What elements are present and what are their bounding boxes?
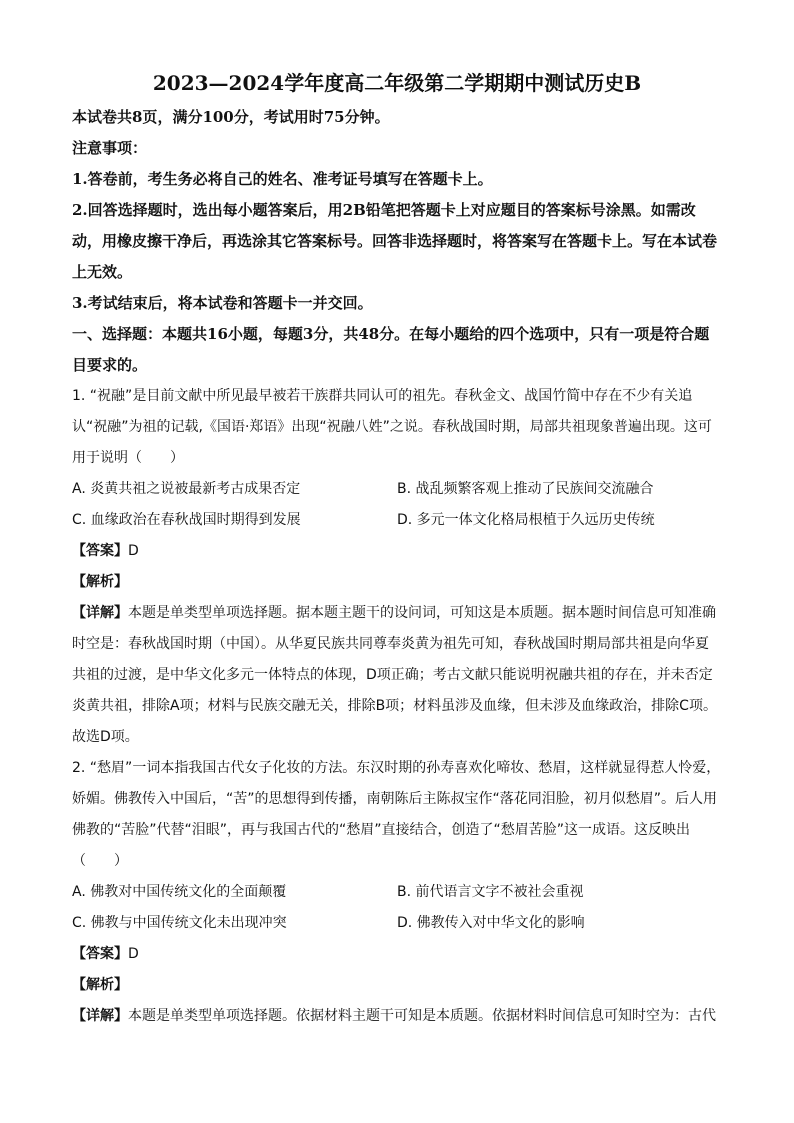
- notice-item: 3.考试结束后，将本试卷和答题卡一并交回。: [72, 294, 373, 312]
- question-2: [72, 753, 722, 1032]
- detail-text: 本题是单类型单项选择题。据本题主题干的设问词，可知这是本质题。据本题时间信息可知准确时空是：春秋战国时期（中国）。从华夏民族共同尊奉炎黄为祖先可知，春秋战国时期局部共祖是向华夏共祖的过渡，是中华文化多元一体特点的体现，D项正确；考古文献只能说明祝融共祖的存在，并未否定炎黄共祖，排除A项；材料与民族交融无关，排除B项；材料虽涉及血缘，但未涉及血缘政治，排除C项。故选D项。: [72, 605, 717, 745]
- answer-value: D: [128, 543, 139, 559]
- answer-value: D: [128, 946, 139, 962]
- answer-line: [72, 939, 722, 970]
- page-title: 2023—2024学年度高二年级第二学期期中测试历史B: [152, 71, 642, 95]
- analysis-label: 【解析】: [72, 574, 128, 590]
- detail-label: 【详解】: [72, 1008, 128, 1024]
- notice-item: 1.答卷前，考生务必将自己的姓名、准考证号填写在答题卡上。: [72, 170, 493, 188]
- answer-label: 【答案】: [72, 946, 128, 962]
- notice-heading: 注意事项：: [72, 139, 148, 157]
- option-grid: [72, 877, 722, 939]
- detail-paragraph: [72, 598, 722, 753]
- option-c: C. 血缘政治在春秋战国时期得到发展: [72, 512, 301, 528]
- option-c: C. 佛教与中国传统文化未出现冲突: [72, 915, 287, 931]
- intro-text: 本试卷共8页，满分100分，考试用时75分钟。: [72, 108, 390, 126]
- option-a: A. 炎黄共祖之说被最新考古成果否定: [72, 481, 301, 497]
- question-stem: 2. “愁眉”一词本指我国古代女子化妆的方法。东汉时期的孙寿喜欢化啼妆、愁眉，这样就显得惹人怜爱，娇媚。佛教传入中国后，“苦”的思想得到传播，南朝陈后主陈叔宝作“落花同泪脸，初月似愁眉”。后人用佛教的“苦脸”代替“泪眼”，再与我国古代的“愁眉”直接结合，创造了“愁眉苦脸”这一成语。这反映出（ ）: [72, 760, 721, 869]
- question-stem: 1. “祝融”是目前文献中所见最早被若干族群共同认可的祖先。春秋金文、战国竹简中存在不少有关追认“祝融”为祖的记载,《国语·郑语》出现“祝融八姓”之说。春秋战国时期，局部共祖现象普遍出现。这可用于说明（ ）: [72, 388, 712, 466]
- answer-label: 【答案】: [72, 543, 128, 559]
- option-b: B. 前代语言文字不被社会重视: [397, 884, 584, 900]
- detail-label: 【详解】: [72, 605, 128, 621]
- option-b: B. 战乱频繁客观上推动了民族间交流融合: [397, 481, 654, 497]
- exam-page: [72, 68, 722, 1032]
- detail-text: 本题是单类型单项选择题。依据材料主题干可知是本质题。依据材料时间信息可知时空为：古代: [128, 1008, 716, 1024]
- option-d: D. 多元一体文化格局根植于久远历史传统: [397, 512, 655, 528]
- detail-paragraph: [72, 1001, 722, 1032]
- section-heading: 一、选择题：本题共16小题，每题3分，共48分。在每小题给的四个选项中，只有一项是符合题目要求的。: [72, 325, 710, 374]
- notice-item: 2.回答选择题时，选出每小题答案后，用2B铅笔把答题卡上对应题目的答案标号涂黑。如需改动，用橡皮擦干净后，再选涂其它答案标号。回答非选择题时，将答案写在答题卡上。写在本试卷上无效。: [72, 201, 718, 281]
- option-a: A. 佛教对中国传统文化的全面颠覆: [72, 884, 287, 900]
- question-1: [72, 381, 722, 753]
- answer-line: [72, 536, 722, 567]
- analysis-label: 【解析】: [72, 977, 128, 993]
- analysis-line: [72, 567, 722, 598]
- option-d: D. 佛教传入对中华文化的影响: [397, 915, 585, 931]
- analysis-line: [72, 970, 722, 1001]
- option-grid: [72, 474, 722, 536]
